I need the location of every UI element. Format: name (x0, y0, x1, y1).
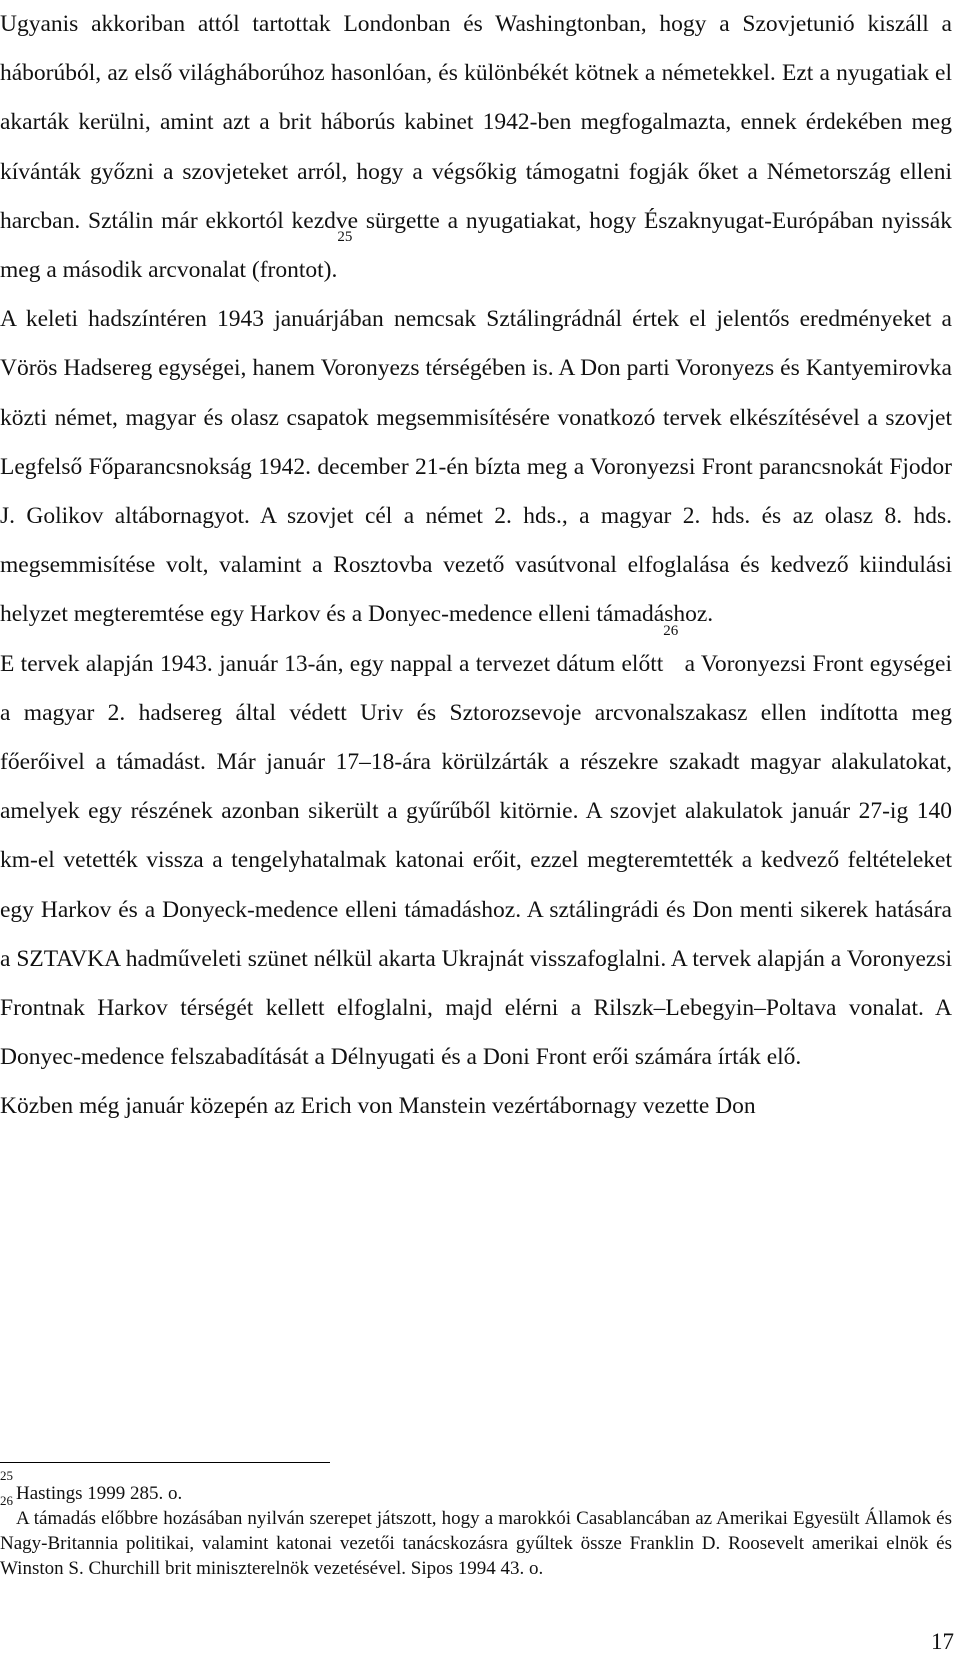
footnote-ref-25[interactable]: 25 (337, 229, 353, 246)
page-number: 17 (931, 1629, 954, 1654)
footnote-25 (0, 1468, 952, 1506)
paragraph-3-text-start: E tervek alapján 1943. január 13-án, egy nappal a tervezet dátum előtt (0, 650, 664, 677)
footnote-text: A támadás előbbre hozásában nyilván szerepet játszott, hogy a marokkói Casablancában az Amerikai Egyesült Államok és Nagy-Britannia politikai, valamint katonai vezetői tanácskozásra gyűltek össze Franklin D. Roosevelt amerikai elnök és Winston S. Churchill brit miniszterelnök vezetésével. Sipos 1994 43. o. (0, 1508, 952, 1579)
footnote-text: Hastings 1999 285. o. (16, 1483, 183, 1504)
paragraph-2-text: A keleti hadszíntéren 1943 januárjában nemcsak Sztálingrádnál értek el jelentős eredményeket a Vörös Hadsereg egységei, hanem Voronyezs térségében is. A Don parti Voronyezs és Kantyemirovka közti német, magyar és olasz csapatok megsemmisítésére vonatkozó tervek elkészítésével a szovjet Legfelső Főparancsnokság 1942. december 21-én bízta meg a Voronyezsi Front parancsnokát Fjodor J. Golikov altábornagyot. A szovjet cél a német 2. hds., a magyar 2. hds. és az olasz 8. hds. megsemmisítése volt, valamint a Rosztovba vezető vasútvonal elfoglalása és kedvező kiindulási helyzet megteremtése egy Harkov és a Donyec-medence elleni támadáshoz. (0, 306, 952, 628)
paragraph-3-text-end: a Voronyezsi Front egységei a magyar 2. hadsereg által védett Uriv és Sztorozsevoje arcvonalszakasz ellen indította meg főerőivel a támadást. Már január 17–18-ára körülzárták a részekre szakadt magyar alakulatokat, amelyek egy részének azonban sikerült a gyűrűből kitörnie. A szovjet alakulatok január 27-ig 140 km-el vetették vissza a tengelyhatalmak katonai erőit, ezzel megteremtették a kedvező feltételeket egy Harkov és a Donyeck-medence elleni támadáshoz. A sztálingrádi és Don menti sikerek hatására a SZTAVKA hadműveleti szünet nélkül akarta Ukrajnát visszafoglalni. A tervek alapján a Voronyezsi Frontnak Harkov térségét kellett elfoglalni, majd elérni a Rilszk–Lebegyin–Poltava vonalat. A Donyec-medence felszabadítását a Délnyugati és a Doni Front erői számára írták elő. (0, 650, 952, 1071)
paragraph-4-text: Közben még január közepén az Erich von Manstein vezértábornagy vezette Don (0, 1093, 756, 1120)
paragraph-3 (0, 622, 952, 1083)
footnote-separator (0, 1462, 330, 1463)
paragraph-2 (0, 295, 952, 639)
footnote-number: 26 (0, 1493, 13, 1508)
paragraph-4 (0, 1082, 952, 1131)
paragraph-1-text: Ugyanis akkoriban attól tartottak Londonban és Washingtonban, hogy a Szovjetunió kiszáll a háborúból, az első világháborúhoz hasonlóan, és különbékét kötnek a németekkel. Ezt a nyugatiak el akarták kerülni, amint azt a brit háborús kabinet 1942-ben megfogalmazta, ennek érdekében meg kívánták győzni a szovjeteket arról, hogy a végsőkig támogatni fogják őket a Németország elleni harcban. Sztálin már ekkortól kezdve sürgette a nyugatiakat, hogy Északnyugat-Európában nyissák meg a második arcvonalat (frontot). (0, 11, 952, 284)
footnotes (0, 1468, 952, 1581)
footnote-number: 25 (0, 1468, 13, 1483)
paragraph-1 (0, 0, 952, 295)
footnote-ref-26[interactable]: 26 (663, 622, 679, 639)
